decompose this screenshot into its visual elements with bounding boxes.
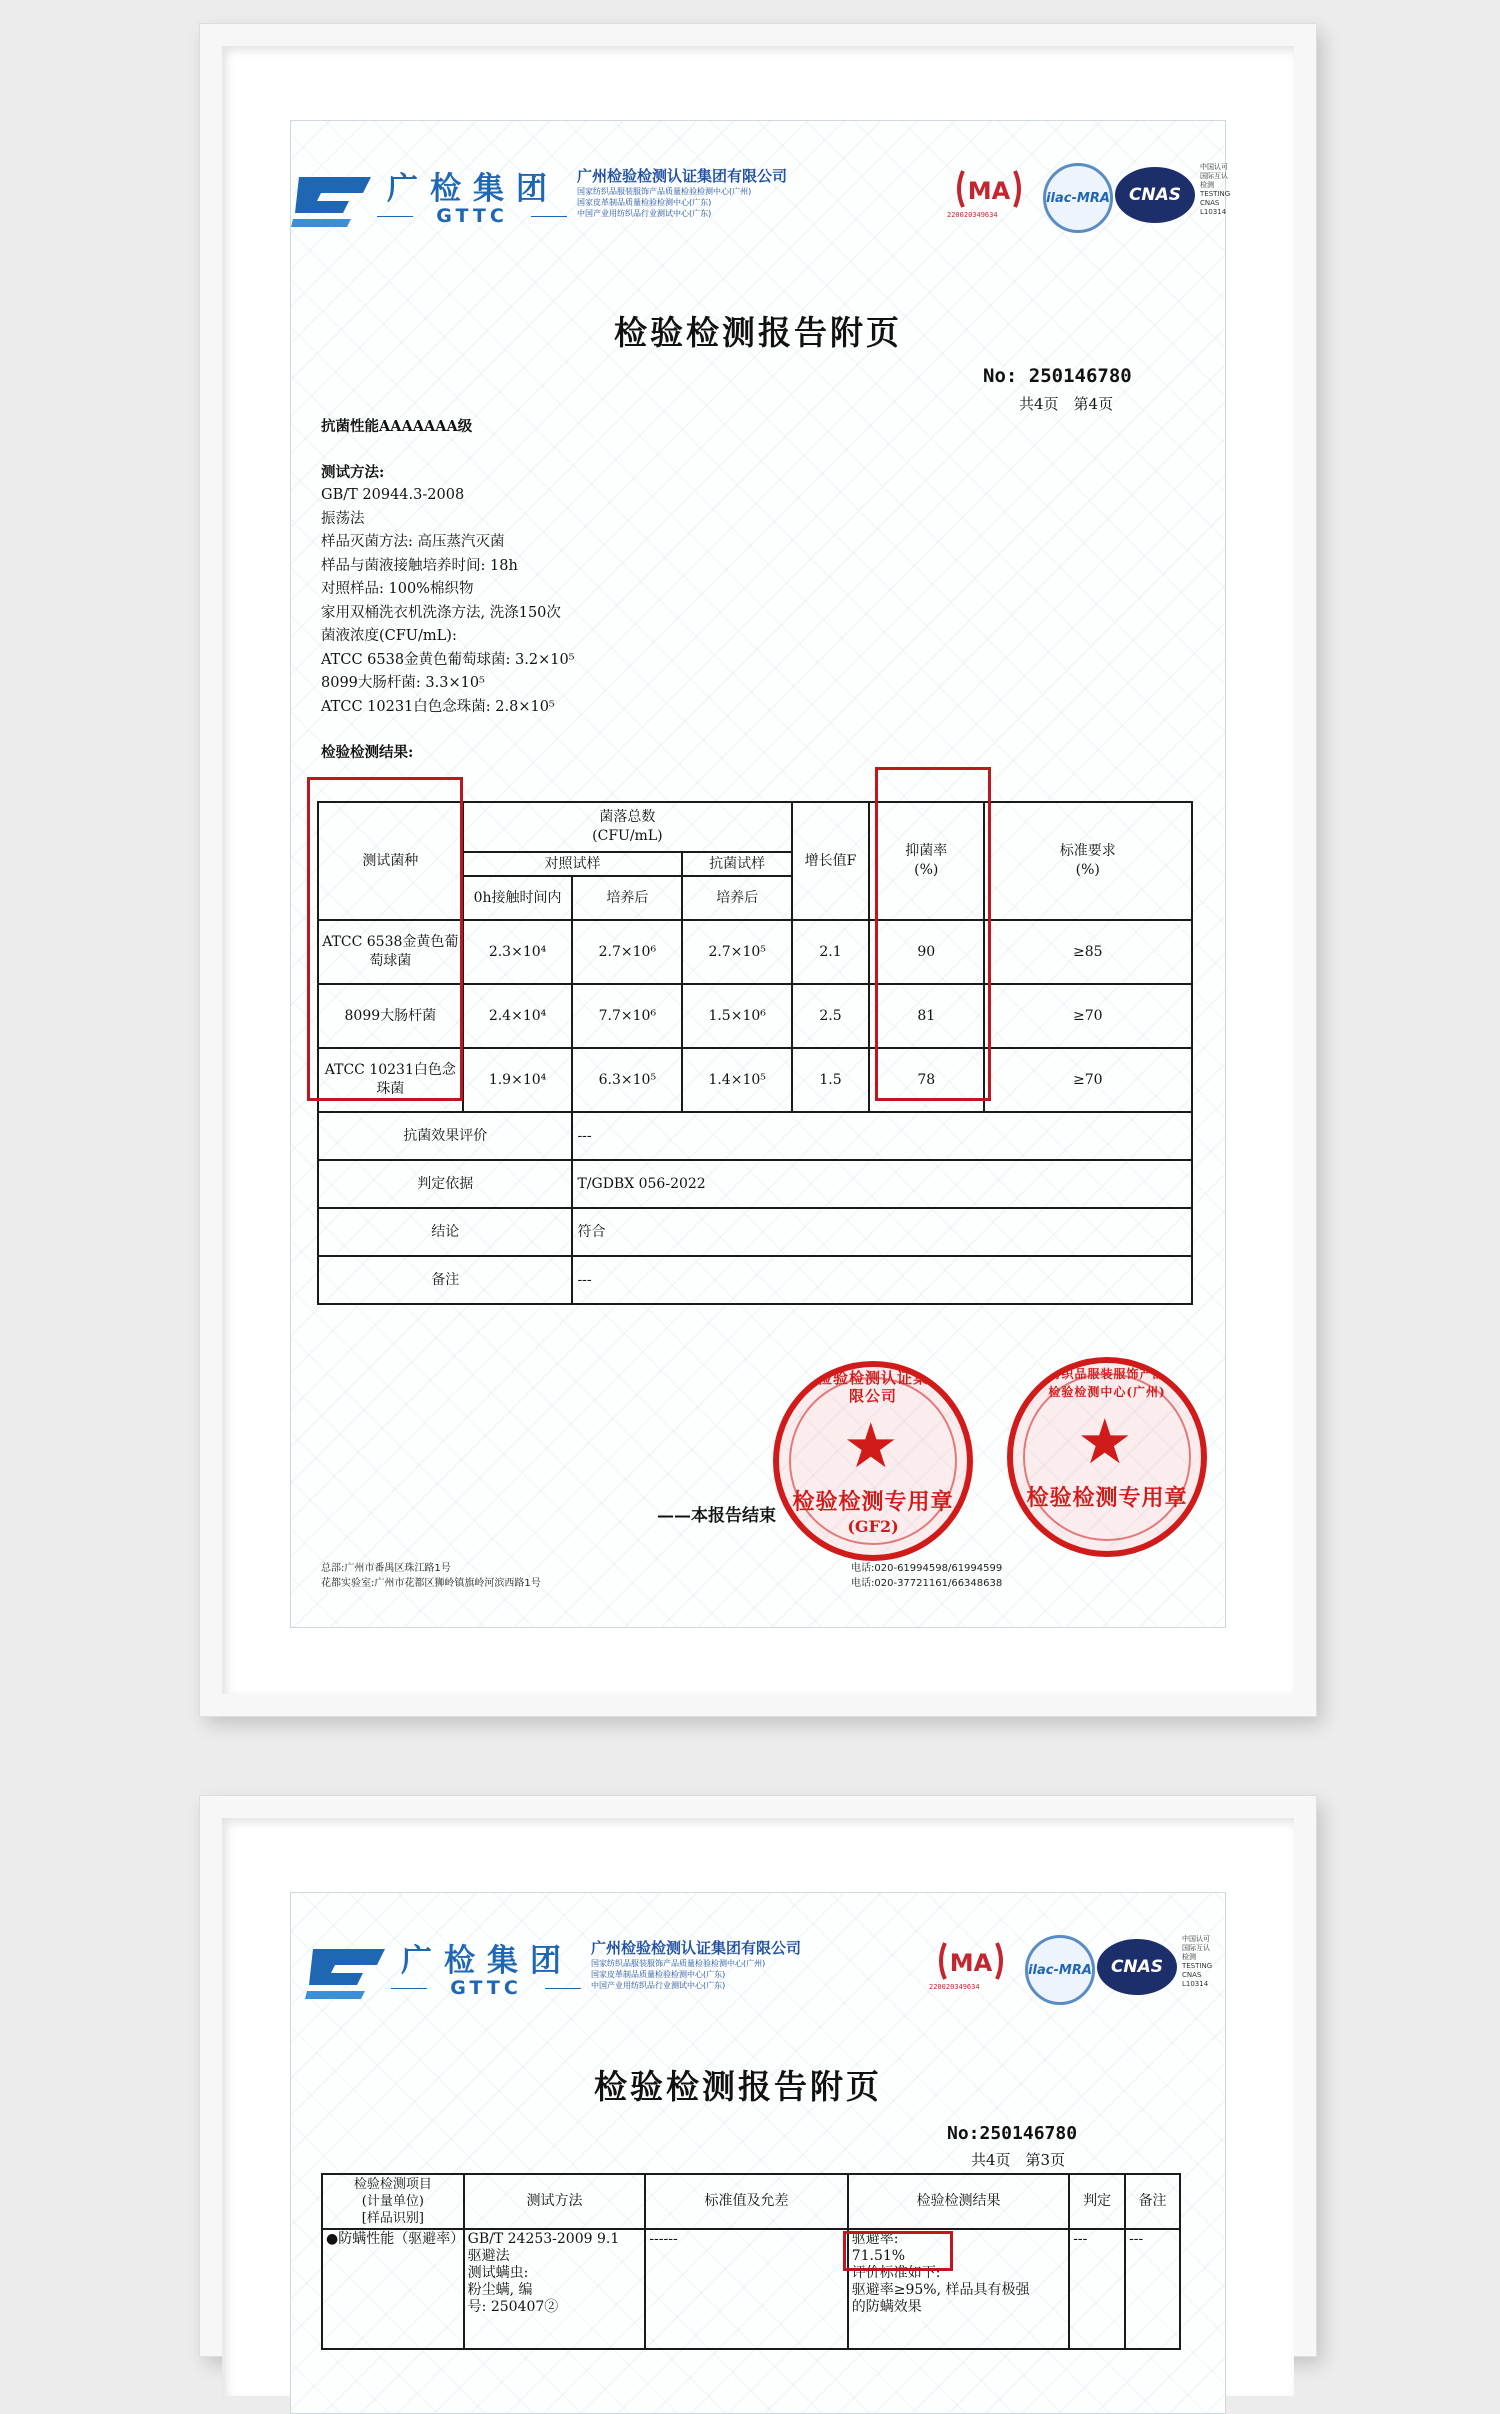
ilac-label: ilac-MRA bbox=[1046, 190, 1110, 206]
table-row: ●防螨性能（驱避率） GB/T 24253-2009 9.1 驱避法 测试螨虫: 粉尘螨, 编 号: 250407② ------ 驱避率: 71.51% 评价标准如下: 驱避率≥95%, 样品具有极强 的防螨效果 --- --- bbox=[322, 2229, 1180, 2349]
report-title: 检验检测报告附页 bbox=[614, 313, 902, 352]
report-frame-2 bbox=[200, 1796, 1316, 2356]
inspection-seal-1 bbox=[773, 1361, 973, 1561]
method-line: 8099大肠杆菌: 3.3×10⁵ bbox=[321, 675, 485, 691]
page-info: 共4页 第3页 bbox=[971, 2151, 1066, 2169]
gttc-logo-icon bbox=[305, 1939, 389, 2001]
phone-block: 电话:020-61994598/61994599 电话:020-37721161/66348638 bbox=[851, 1563, 1003, 1589]
report-number: No:250146780 bbox=[947, 2123, 1078, 2144]
cnas-text: 中国认可 国际互认 检测 TESTING CNAS L10314 bbox=[1182, 1935, 1213, 1988]
seal-text: 检验检测专用章 bbox=[792, 1489, 954, 1515]
highlight-rate-column bbox=[875, 767, 991, 1101]
logo-cn: 广检集团 bbox=[401, 1943, 573, 1979]
ma-label: MA bbox=[949, 1949, 993, 1977]
h-0h: 0h接触时间内 bbox=[463, 876, 573, 920]
method-line: 家用双桶洗衣机洗涤方法, 洗涤150次 bbox=[321, 604, 561, 621]
seal-star-icon: ★ bbox=[1077, 1405, 1133, 1478]
ilac-mra-icon bbox=[1043, 163, 1113, 233]
page-info: 共4页 第4页 bbox=[1019, 395, 1114, 413]
h-judge: 判定 bbox=[1069, 2174, 1125, 2229]
h-strain: 测试菌种 bbox=[318, 802, 463, 920]
method-line: ATCC 10231白色念珠菌: 2.8×10⁵ bbox=[321, 698, 555, 715]
org-block bbox=[577, 165, 787, 219]
seal-ring-text: 广州检验检测认证集团有限公司 bbox=[784, 1369, 961, 1405]
seal-star-icon: ★ bbox=[843, 1409, 899, 1482]
cert-badges: MA 220020349634 ilac-MRA CNAS 中国认可 国际互认 检测 TESTING CNAS L10314 bbox=[925, 1935, 1225, 2005]
report-page-2 bbox=[290, 1892, 1226, 2414]
report-frame-1 bbox=[200, 24, 1316, 1716]
h-std: 标准要求 (%) bbox=[984, 802, 1192, 920]
cnas-icon bbox=[1115, 167, 1195, 223]
report-number: No: 250146780 bbox=[983, 365, 1132, 387]
ma-number: 220020349634 bbox=[947, 211, 998, 219]
results-table-2 bbox=[321, 2173, 1181, 2350]
seal-text: 检验检测专用章 bbox=[1026, 1485, 1188, 1511]
h-control: 对照试样 bbox=[463, 852, 683, 876]
cma-mark-icon bbox=[953, 167, 1025, 211]
h-std: 标准值及允差 bbox=[645, 2174, 847, 2229]
h-item: 检验检测项目 (计量单位) [样品识别] bbox=[322, 2174, 464, 2229]
ilac-mra-icon: ilac-MRA bbox=[1025, 1935, 1095, 2005]
org-name: 广州检验检测认证集团有限公司 bbox=[577, 167, 788, 185]
method-line: GB/T 20944.3-2008 bbox=[321, 487, 465, 503]
note-row: 备注 --- bbox=[318, 1256, 1192, 1304]
cma-mark-icon bbox=[935, 1939, 1007, 1983]
highlight-strain-column bbox=[307, 777, 463, 1101]
method-line: 样品与菌液接触培养时间: 18h bbox=[321, 557, 518, 574]
cert-badges bbox=[943, 163, 1243, 233]
report-title: 检验检测报告附页 bbox=[594, 2067, 882, 2106]
conclusion-row: 结论 符合 bbox=[318, 1208, 1192, 1256]
method-line: ATCC 6538金黄色葡萄球菌: 3.2×10⁵ bbox=[321, 651, 575, 668]
item-title: 抗菌性能AAAAAAA级 bbox=[321, 418, 473, 435]
h-result: 检验检测结果 bbox=[848, 2174, 1069, 2229]
seal-code: (GF2) bbox=[847, 1517, 899, 1536]
method-heading: 测试方法: bbox=[321, 463, 385, 481]
method-line: 样品灭菌方法: 高压蒸汽灭菌 bbox=[321, 534, 505, 550]
h-after: 培养后 bbox=[682, 876, 792, 920]
logo-cn: 广检集团 bbox=[387, 171, 559, 207]
org-sub: 中国产业用纺织品行业测试中心(广东) bbox=[577, 209, 712, 218]
highlight-repellency-rate bbox=[843, 2231, 953, 2271]
seal-ring-text: 国家纺织品服装服饰产品质量检验检测中心(广州) bbox=[1022, 1367, 1192, 1399]
basis-row: 判定依据 T/GDBX 056-2022 bbox=[318, 1160, 1192, 1208]
inspection-seal-2 bbox=[1007, 1357, 1207, 1557]
end-of-report: ——本报告结束 bbox=[657, 1506, 776, 1526]
cnas-label: CNAS bbox=[1128, 185, 1182, 205]
org-sub: 国家皮革制品质量检验检测中心(广东) bbox=[577, 198, 712, 207]
logo-en: GTTC bbox=[401, 1977, 571, 1999]
h-rate: 抑菌率 (%) bbox=[869, 802, 984, 920]
method-line: 菌液浓度(CFU/mL): bbox=[321, 628, 457, 644]
ma-label: MA bbox=[967, 177, 1011, 205]
cnas-text: 中国认可 国际互认 检测 TESTING CNAS L10314 bbox=[1200, 163, 1231, 216]
org-block: 广州检验检测认证集团有限公司 国家纺织品服装服饰产品质量检验检测中心(广州) 国家皮革制品质量检验检测中心(广东) 中国产业用纺织品行业测试中心(广东) bbox=[591, 1939, 802, 1990]
report-page-1 bbox=[290, 120, 1231, 1628]
test-method-block bbox=[321, 415, 575, 765]
report-header bbox=[291, 163, 1231, 243]
method-line: 振荡法 bbox=[321, 510, 365, 527]
h-colony: 菌落总数 (CFU/mL) bbox=[463, 802, 792, 852]
eval-row: 抗菌效果评价 --- bbox=[318, 1112, 1192, 1160]
h-growth: 增长值F bbox=[792, 802, 869, 920]
gttc-logo-icon bbox=[291, 167, 375, 229]
table-row: 8099大肠杆菌 2.4×10⁴ 7.7×10⁶ 1.5×10⁶ 2.5 81 ≥70 bbox=[318, 984, 1192, 1048]
table-row: ATCC 6538金黄色葡萄球菌 2.3×10⁴ 2.7×10⁶ 2.7×10⁵ 2.1 90 ≥85 bbox=[318, 920, 1192, 984]
h-after: 培养后 bbox=[572, 876, 682, 920]
h-note: 备注 bbox=[1125, 2174, 1180, 2229]
method-line: 对照样品: 100%棉织物 bbox=[321, 581, 474, 597]
address-block: 总部:广州市番禺区珠江路1号 花都实验室:广州市花都区狮岭镇旗岭河滨西路1号 bbox=[321, 1563, 541, 1589]
report-header bbox=[305, 1935, 1225, 2015]
table-row: ATCC 10231白色念珠菌 1.9×10⁴ 6.3×10⁵ 1.4×10⁵ 1.5 78 ≥70 bbox=[318, 1048, 1192, 1112]
results-heading: 检验检测结果: bbox=[321, 744, 414, 761]
h-method: 测试方法 bbox=[464, 2174, 646, 2229]
cnas-icon: CNAS bbox=[1097, 1939, 1177, 1995]
h-antibac: 抗菌试样 bbox=[682, 852, 792, 876]
logo-en: GTTC bbox=[387, 205, 557, 227]
org-sub: 国家纺织品服装服饰产品质量检验检测中心(广州) bbox=[577, 187, 752, 196]
